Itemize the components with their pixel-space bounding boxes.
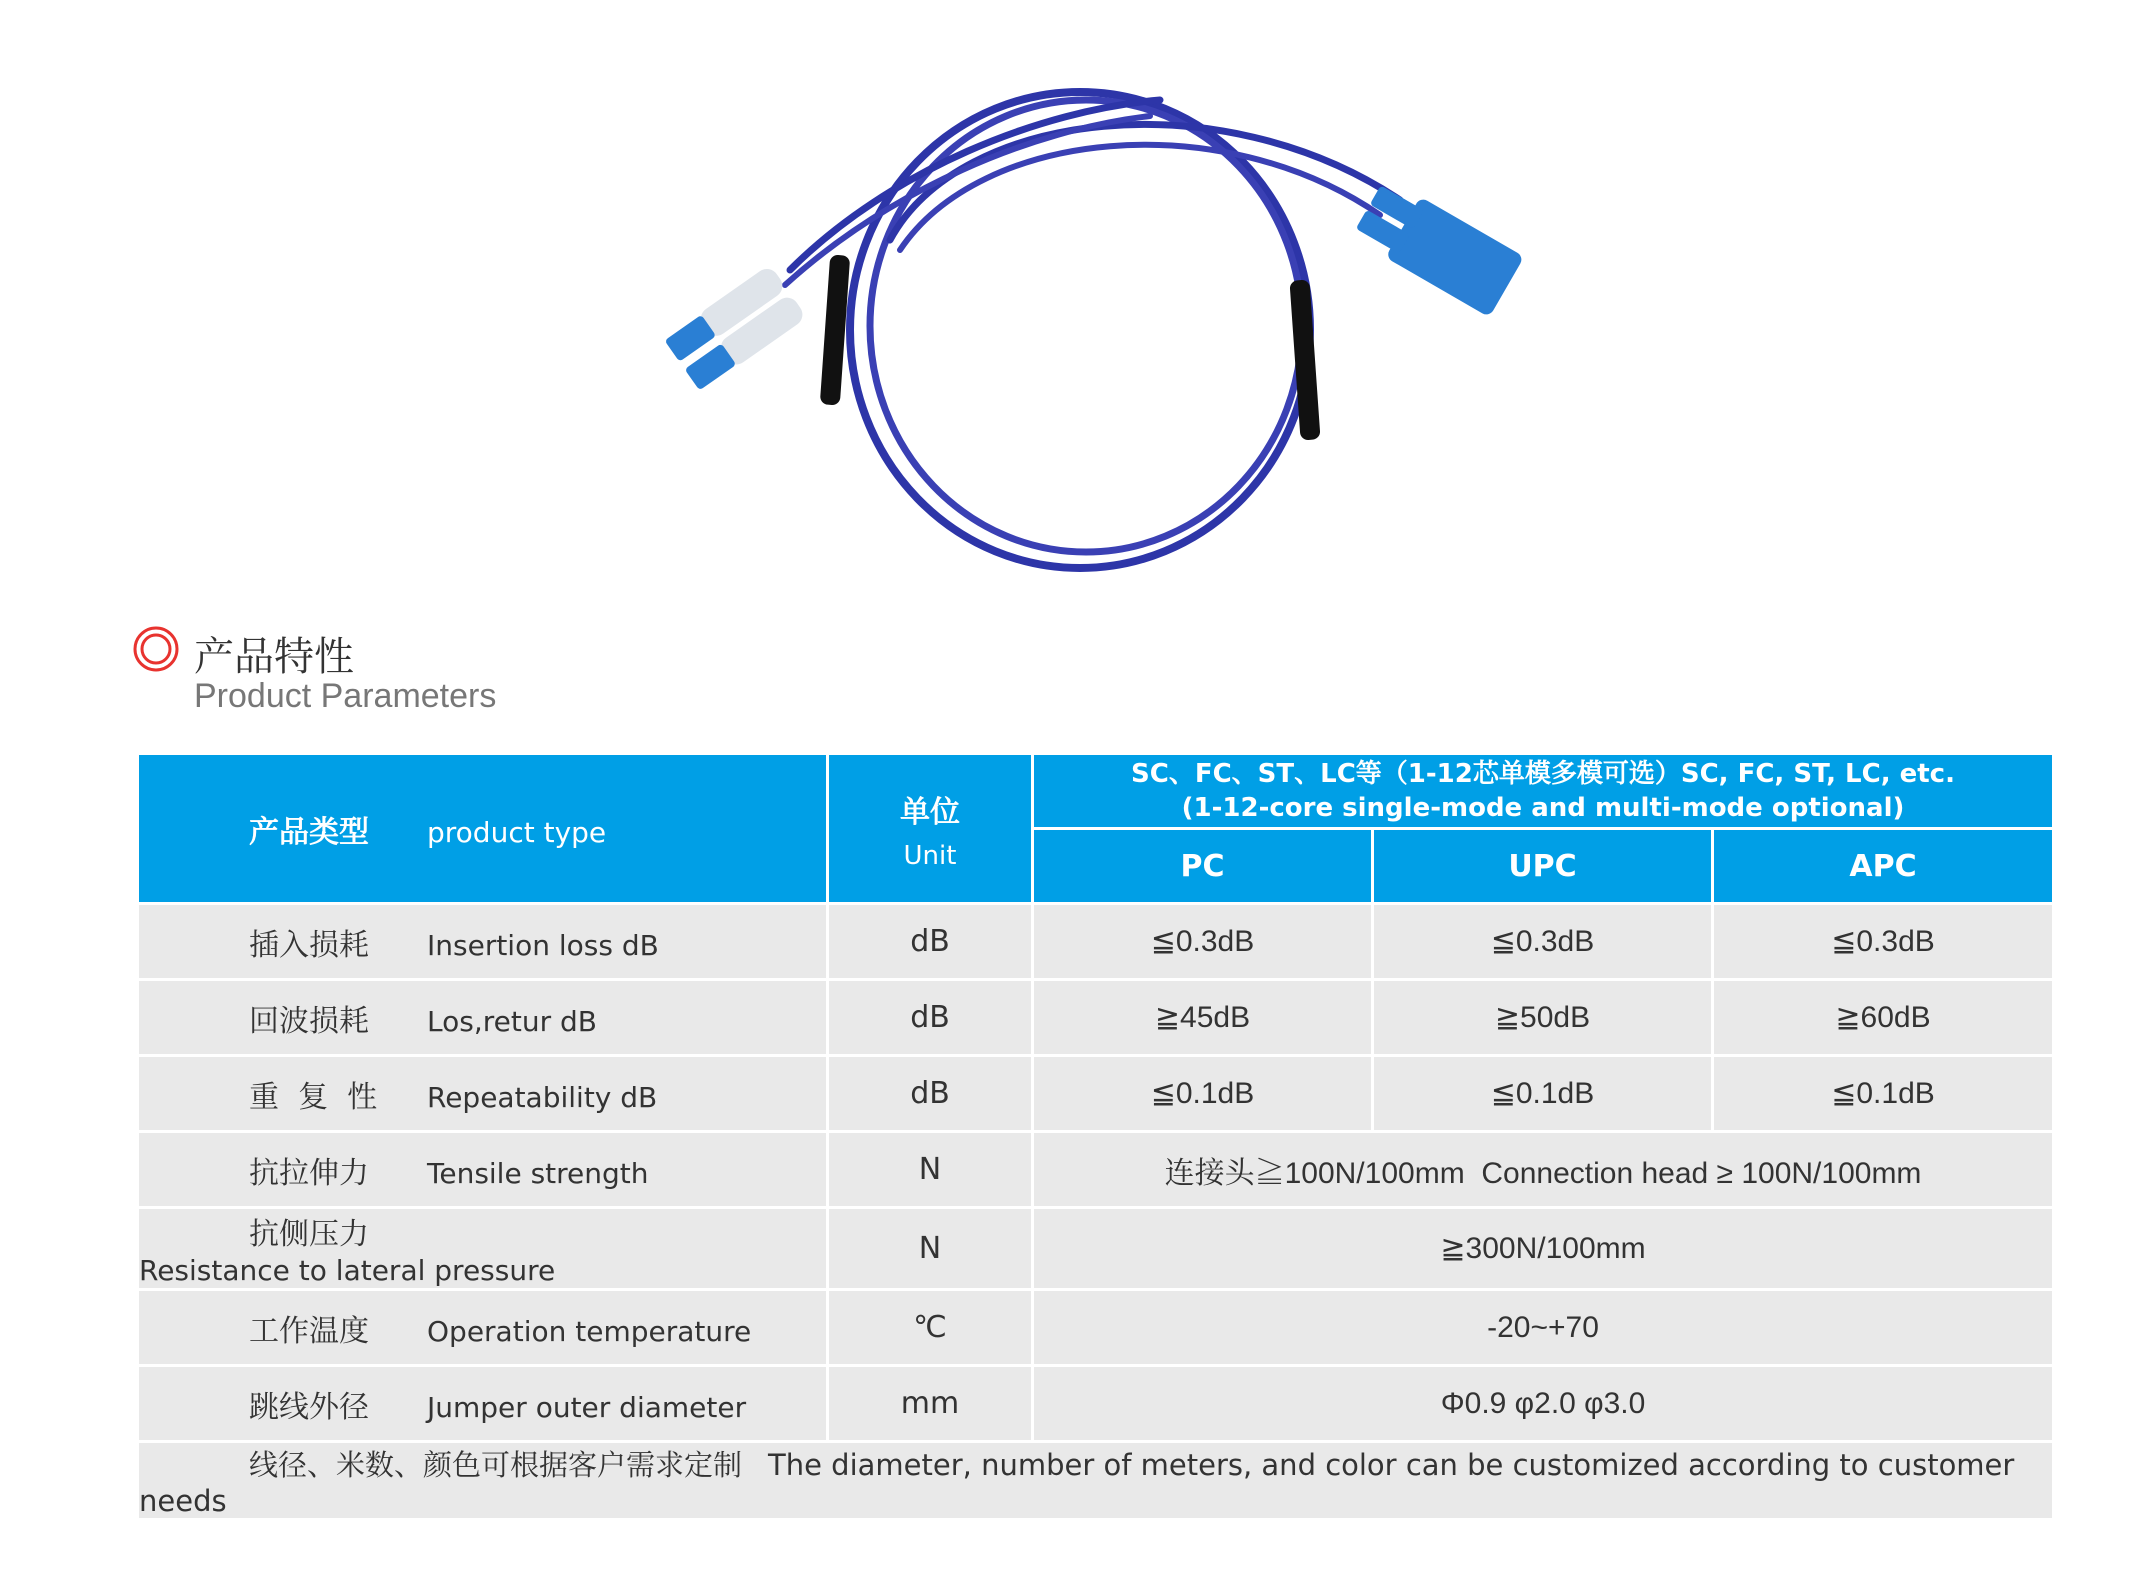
product-image (560, 50, 1580, 610)
header-upc: UPC (1373, 829, 1713, 904)
header-unit (828, 754, 1033, 904)
table-row-insertion-loss (138, 904, 2054, 980)
table-row-operation-temperature (138, 1290, 2054, 1366)
header-connector-types (1033, 754, 2054, 829)
row-label-en: Los,retur dB (427, 1004, 597, 1038)
row-label-cn: 抗侧压力 (249, 1217, 369, 1252)
row-unit: dB (828, 1056, 1033, 1132)
table-row-lateral-pressure (138, 1208, 2054, 1290)
table-note-row (138, 1442, 2054, 1520)
row-label (138, 980, 828, 1056)
row-value-pc: ≦0.1dB (1033, 1056, 1373, 1132)
product-parameters-table (136, 752, 2055, 1521)
row-value: -20~+70 (1033, 1290, 2054, 1366)
header-unit-cn: 单位 (900, 794, 960, 830)
row-label-en: Repeatability dB (427, 1080, 658, 1114)
header-pc: PC (1033, 829, 1373, 904)
row-value: ≧300N/100mm (1033, 1208, 2054, 1290)
row-value-upc: ≦0.1dB (1373, 1056, 1713, 1132)
note-cn: 线径、米数、颜色可根据客户需求定制 (249, 1448, 743, 1482)
row-value-pc: ≦0.3dB (1033, 904, 1373, 980)
row-label (138, 1056, 828, 1132)
row-unit: dB (828, 980, 1033, 1056)
row-value-upc: ≦0.3dB (1373, 904, 1713, 980)
row-label-cn: 重 复 性 (249, 1079, 378, 1115)
row-label (138, 1132, 828, 1208)
header-product-type-cn: 产品类型 (249, 814, 369, 850)
header-product-type (138, 754, 828, 904)
header-unit-en: Unit (903, 840, 957, 871)
section-title-en: Product Parameters (194, 677, 497, 715)
table-row-return-loss (138, 980, 2054, 1056)
row-label (138, 1208, 828, 1290)
table-row-repeatability (138, 1056, 2054, 1132)
row-label-cn: 工作温度 (249, 1313, 369, 1349)
header-connector-line1: SC、FC、ST、LC等（1-12芯单模多模可选）SC, FC, ST, LC, etc. (1131, 759, 1955, 789)
section-title-cn: 产品特性 (194, 634, 354, 680)
row-unit: mm (828, 1366, 1033, 1442)
row-label-en: Resistance to lateral pressure (139, 1254, 556, 1287)
row-value: Φ0.9 φ2.0 φ3.0 (1033, 1366, 2054, 1442)
row-label-en: Tensile strength (427, 1156, 649, 1190)
row-unit: dB (828, 904, 1033, 980)
header-product-type-en: product type (427, 815, 607, 849)
row-unit: N (828, 1208, 1033, 1290)
row-label-en: Jumper outer diameter (427, 1390, 747, 1424)
row-label-en: Insertion loss dB (427, 928, 659, 962)
row-label-cn: 回波损耗 (249, 1003, 369, 1039)
table-header-row (138, 754, 2054, 829)
ring-bullet-icon (132, 625, 180, 673)
row-label (138, 1366, 828, 1442)
row-value-upc: ≧50dB (1373, 980, 1713, 1056)
row-unit: N (828, 1132, 1033, 1208)
row-label-cn: 抗拉伸力 (249, 1155, 369, 1191)
row-label-en: Operation temperature (427, 1314, 752, 1348)
row-value-pc: ≧45dB (1033, 980, 1373, 1056)
row-value-apc: ≦0.3dB (1713, 904, 2054, 980)
table-row-outer-diameter (138, 1366, 2054, 1442)
customization-note (138, 1442, 2054, 1520)
row-value-apc: ≦0.1dB (1713, 1056, 2054, 1132)
header-apc: APC (1713, 829, 2054, 904)
row-value-apc: ≧60dB (1713, 980, 2054, 1056)
note-en: The diameter, number of meters, and color can be customized according to customer needs (139, 1448, 2015, 1518)
table-row-tensile-strength (138, 1132, 2054, 1208)
row-unit: ℃ (828, 1290, 1033, 1366)
header-connector-line2: (1-12-core single-mode and multi-mode optional) (1181, 793, 1905, 823)
row-label (138, 1290, 828, 1366)
row-label-cn: 插入损耗 (249, 927, 369, 963)
row-value: 连接头≧100N/100mm Connection head ≥ 100N/100mm (1033, 1132, 2054, 1208)
row-label (138, 904, 828, 980)
row-label-cn: 跳线外径 (249, 1389, 369, 1425)
